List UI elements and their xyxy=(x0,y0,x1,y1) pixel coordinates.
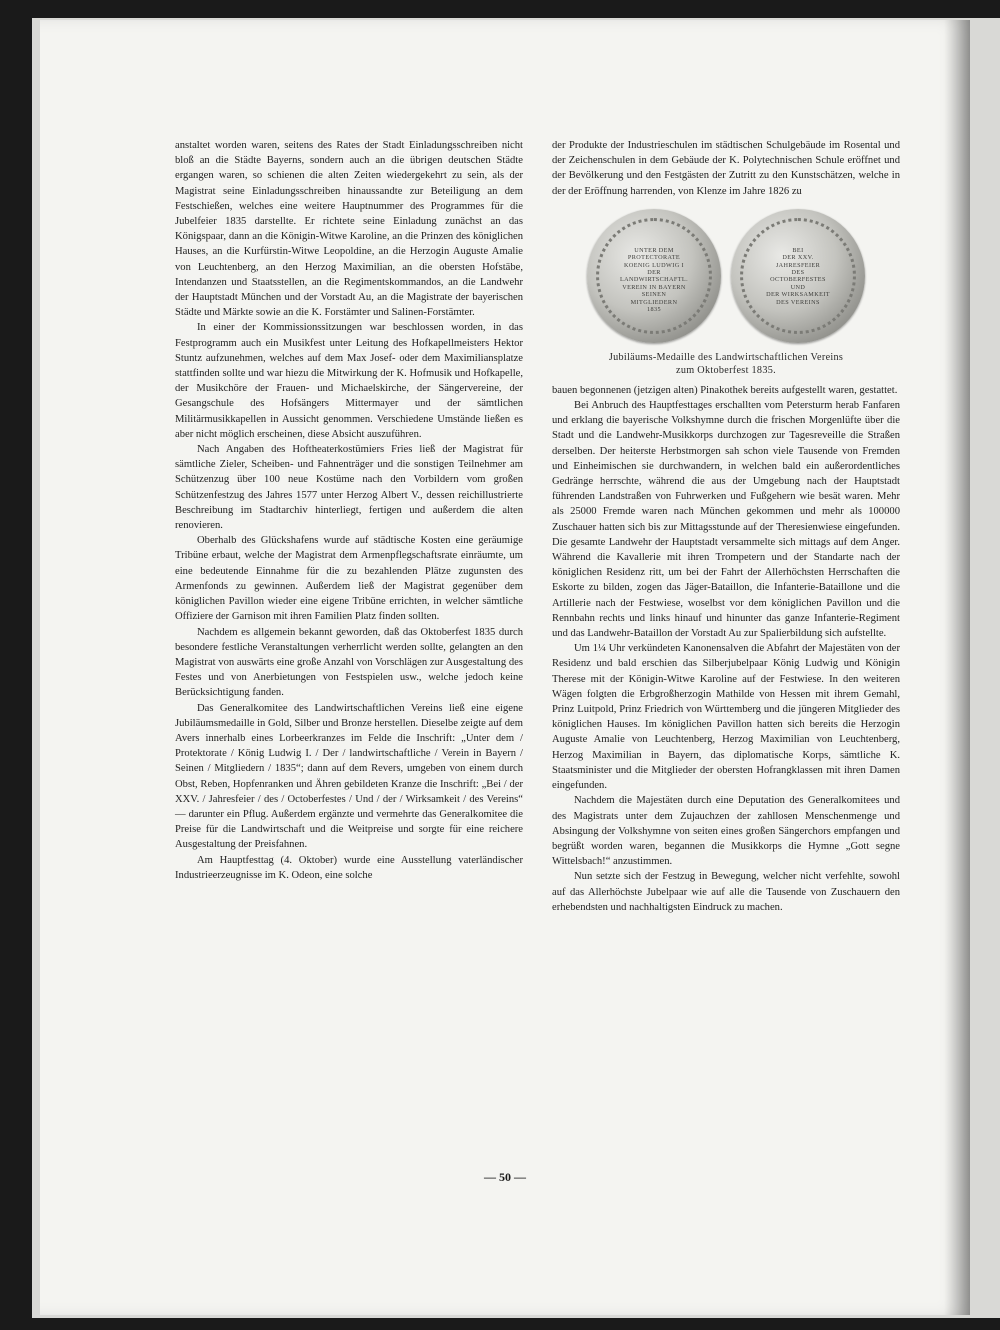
paragraph: Oberhalb des Glückshafens wurde auf städtische Kosten eine geräumige Tribüne erbaut, welche der Magistrat dem Armenpflegschaftsrate einräumte, um eine bedeutende Einnahme für die zu bezahlenden Plätze zugunsten des Armenfonds zu gewinnen. Außerdem ließ der Magistrat gegenüber dem königlichen Pavillon wieder eine eigene Tribüne errichten, in welcher sämtliche Offiziere der Garnison mit ihren Familien Platz finden sollten. xyxy=(175,535,523,623)
paragraph: Bei Anbruch des Hauptfesttages erschallten vom Petersturm herab Fanfaren und erklang die bayerische Volkshymne durch die frischen Morgenlüfte über die Stadt und die Landwehr-Musikkorps durchzogen zur Tagesreveille die Straßen derselben. Der heiterste Herbstmorgen sah schon viele Tausende von Fremden und Einheimischen sie durchwandern, in welchen bald ein außerordentliches Gedränge herrschte, während die aus der Umgebung nach der Hauptstadt führenden Landstraßen von Fuhrwerken und Fußgehern wie besät waren. Mehr als 25000 Fremde waren nach München gekommen und mehr als 100000 Zuschauer hatten sich bis zur Mittagsstunde auf der Theresienwiese eingefunden. Die gesamte Landwehr der Hauptstadt versammelte sich mittags auf dem Anger. Während die Kavallerie mit ihren Trompetern und der Standarte nach der königlichen Residenz ritt, um bei der Fahrt der Allerhöchsten Herrschaften die Eskorte zu bilden, zogen das Jäger-Bataillon, die Infanterie-Bataillone und die Artillerie nach der Festwiese, woselbst vor dem königlichen Pavillon und die Rennbahn rechts und links hinauf und hinunter das ganze Infanterie-Regiment und das Landwehr-Bataillon der Vorstadt Au zur Spalierbildung sich aufstellte. xyxy=(552,400,900,640)
paragraph: In einer der Kommissionssitzungen war beschlossen worden, in das Festprogramm auch ein Musikfest unter Leitung des Hofkapellmeisters Hektor Stuntz aufzunehmen, welches auf dem Max Josef- oder dem Maximiliansplatze stattfinden sollte und war hiezu die Mitwirkung der K. Hofmusik und Hofkapelle, der Musikchöre der Frauen- und Michaelskirche, der Sängervereine, der Gesangschule des Hofsängers Mittermayer und der sämtlichen Militärmusikkapellen in Aussicht genommen. Verschiedene Umstände ließen es aber nicht möglich erscheinen, diese Absicht auszuführen. xyxy=(175,322,523,440)
book-page xyxy=(40,20,970,1315)
paragraph: Am Hauptfesttag (4. Oktober) wurde eine Ausstellung vaterländischer Industrieerzeugnisse im K. Odeon, eine solche xyxy=(175,854,523,881)
left-column xyxy=(175,138,523,883)
medal-reverse-image xyxy=(731,209,865,343)
paragraph: anstaltet worden waren, seitens des Rates der Stadt Einladungsschreiben nicht bloß an die Städte Bayerns, sondern auch an die übrigen deutschen Städte ergangen waren, so schienen die alten Zeiten wiedergekehrt zu sein, als der Magistrat seine Einladungsschreiben hinaussandte zur Beteiligung an dem Festschießen, welches eine weitere Hauptnummer des Programmes für die Jubelfeier 1835 darstellte. Er richtete seine Einladung zunächst an das Königspaar, dann an die Königin-Witwe Karoline, an die Prinzen des königlichen Hauses, an die Kurfürstin-Witwe Leopoldine, an die Herzogin Auguste Amalie von Leuchtenberg, an den Herzog Maximilian, an die obersten Hofstäbe, Intendanzen und Staatsstellen, an die Regimentskommandos, an die Landwehr der Hauptstadt München und der Vorstadt Au, an die Magistrate der bayerischen Städte und Märkte sowie an die K. Forstämter und Salinen-Forstämter. xyxy=(175,140,523,319)
medal-obverse-image xyxy=(587,209,721,343)
page-number: — 50 — xyxy=(484,1170,526,1184)
medal-figure xyxy=(552,209,900,377)
right-column xyxy=(552,138,900,915)
paragraph: Nach Angaben des Hoftheaterkostümiers Fries ließ der Magistrat für sämtliche Zieler, Scheiben- und Fahnenträger und die sonstigen Teilnehmer am Schützenzug über 100 neue Kostüme nach den Vorbildern vom großen Schützenfestzug des Jahres 1577 unter Herzog Albert V., dessen reichillustrierte Beschreibung im Stadtarchiv hinterliegt, fertigen und außerdem die alten renovieren. xyxy=(175,444,523,532)
paragraph: der Produkte der Industrieschulen im städtischen Schulgebäude im Rosental und der Zeichenschulen in dem Gebäude der K. Polytechnischen Schule eröffnet und der Bevölkerung und den Festgästen der Zutritt zu den Kunstschätzen, welche in der der Eröffnung harrenden, von Klenze im Jahre 1826 zu xyxy=(552,140,900,197)
paragraph: Das Generalkomitee des Landwirtschaftlichen Vereins ließ eine eigene Jubiläumsmedaille in Gold, Silber und Bronze herstellen. Dieselbe zeigte auf dem Avers innerhalb eines Lorbeerkranzes im Felde die Inschrift: „Unter dem / Protektorate / König Ludwig I. / Der / landwirtschaftliche / Verein in Bayern / Seinen / Mitgliedern / 1835“; dann auf dem Revers, umgeben von einem durch Obst, Reben, Hopfenranken und Ähren gebildeten Kranze die Inschrift: „Bei / der XXV. / Jahresfeier / des / Octoberfestes / Und / der / Wirksamkeit / des Vereins“ — darunter ein Pflug. Außerdem ergänzte und vermehrte das Generalkomitee die Preise für die Landwirtschaft und die Weitpreise und sorgte für eine reichere Ausgestaltung der Preisfahnen. xyxy=(175,702,523,851)
figure-caption: Jubiläums-Medaille des Landwirtschaftlichen Vereins zum Oktoberfest 1835. xyxy=(608,351,844,376)
paragraph: Um 1¼ Uhr verkündeten Kanonensalven die Abfahrt der Majestäten von der Residenz und bald erschien das Silberjubelpaar König Ludwig und Königin Therese mit der Königin-Witwe Karoline auf der Festwiese. In den weiteren Wägen folgten die Erbgroßherzogin Mathilde von Hessen mit ihrem Gemahl, Prinz Luitpold, Prinz Friedrich von Württemberg und die jüngeren Mitglieder des königlichen Hauses. Im königlichen Pavillon hatten sich bereits die Herzogin Auguste Amalie von Leuchtenberg, Herzog Maximilian von Leuchtenberg, Herzog Maximilian in Bayern, das diplomatische Korps, sämtliche K. Staatsminister und die Mitglieder der obersten Hofrangklassen mit ihren Damen eingefunden. xyxy=(552,643,900,792)
paragraph: Nun setzte sich der Festzug in Bewegung, welcher nicht verfehlte, sowohl auf das Allerhöchste Jubelpaar wie auf alle die Tausende von Zuschauern den erhebendsten und nachhaltigsten Eindruck zu machen. xyxy=(552,871,900,913)
medal-images xyxy=(552,209,900,343)
page-fold-shadow xyxy=(944,20,970,1315)
paragraph: bauen begonnenen (jetzigen alten) Pinakothek bereits aufgestellt waren, gestattet. xyxy=(552,384,898,396)
paragraph: Nachdem die Majestäten durch eine Deputation des Generalkomitees und des Magistrats unter dem Zujauchzen der zahllosen Menschenmenge und Absingung der Volkshymne von seiten eines großen Sängerchors empfangen und begrüßt worden waren, begannen die Musikkorps die Hymne „Gott segne Wittelsbach!“ anzustimmen. xyxy=(552,795,900,868)
obverse-inscription: UNTER DEM PROTECTORATE KOENIG LUDWIG I DER LANDWIRTSCHAFTL. VEREIN IN BAYERN SEINEN MITGLIEDERN 1835 xyxy=(619,246,689,314)
reverse-inscription: BEI DER XXV. JAHRESFEIER DES OCTOBERFESTES UND DER WIRKSAMKEIT DES VEREINS xyxy=(766,246,830,306)
paragraph: Nachdem es allgemein bekannt geworden, daß das Oktoberfest 1835 durch besondere festliche Veranstaltungen verherrlicht werden sollte, gelangten an den Magistrat von auswärts eine große Anzahl von Vorschlägen zur Ausgestaltung des Festes und von Anerbietungen von Festspielen usw., welche jedoch keine Berücksichtigung fanden. xyxy=(175,626,523,699)
